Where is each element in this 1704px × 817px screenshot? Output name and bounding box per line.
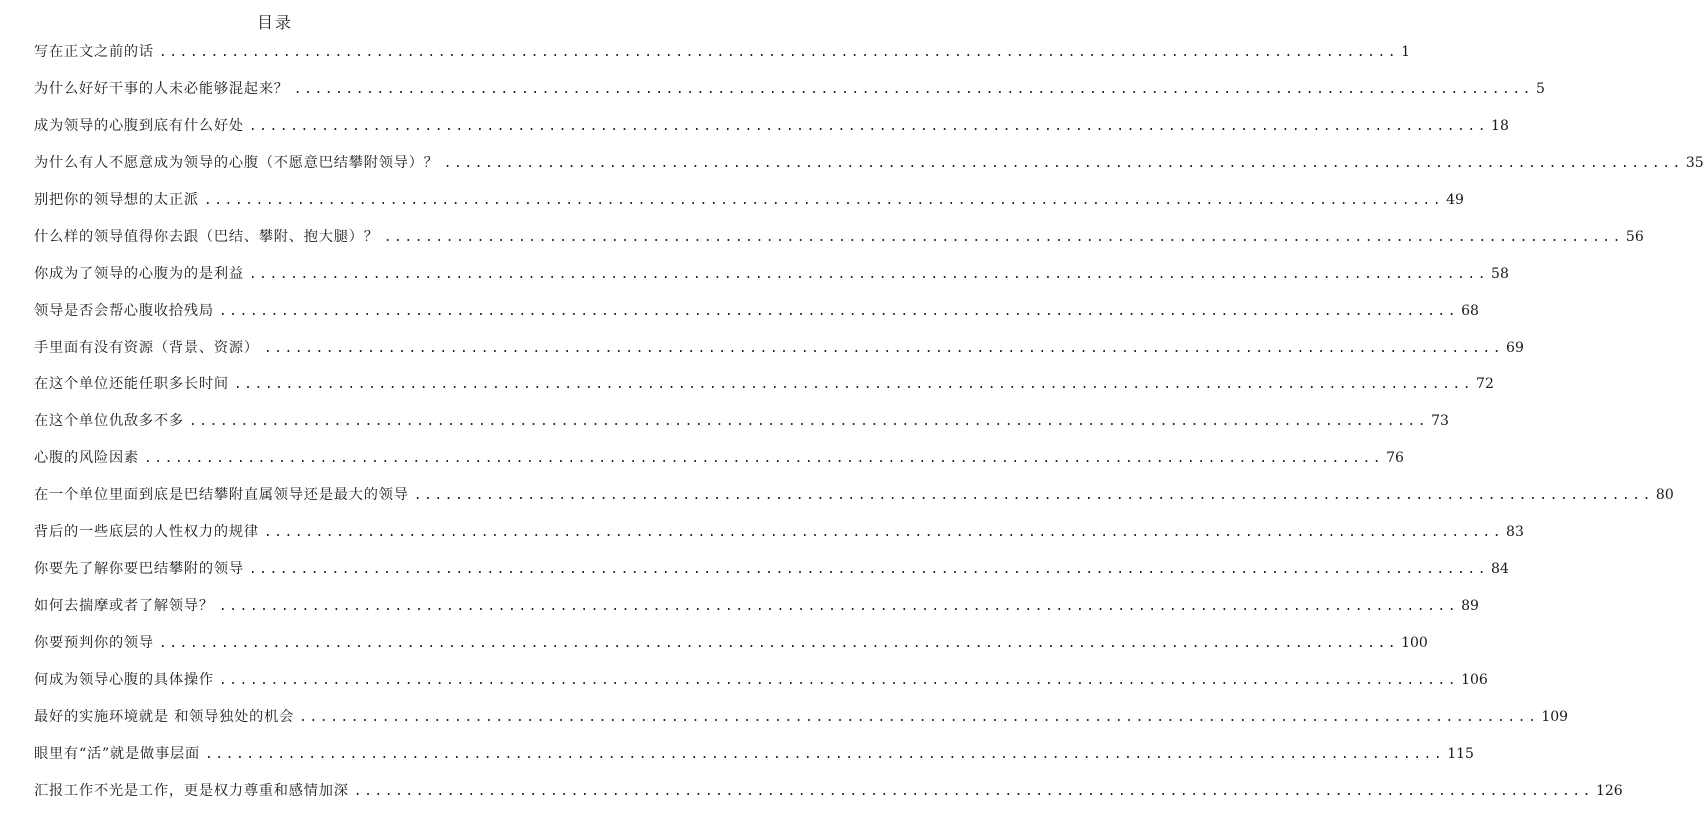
toc-entry[interactable] <box>34 189 1464 226</box>
toc-entry-page-number: 126 <box>1595 782 1623 799</box>
toc-entry[interactable] <box>34 780 1623 817</box>
toc-entry-page-number: 56 <box>1625 228 1644 245</box>
toc-entry-title: 最好的实施环境就是 和领导独处的机会 <box>34 708 295 725</box>
toc-leader-dots: ........................................................................................................................ <box>233 377 1474 393</box>
toc-entry-page-number: 18 <box>1491 117 1509 134</box>
toc-entry-page-number: 89 <box>1461 598 1479 615</box>
toc-entry-page-number: 49 <box>1446 191 1464 208</box>
toc-entry-page-number: 100 <box>1401 635 1428 651</box>
toc-entry-page-number: 106 <box>1461 671 1488 688</box>
toc-leader-dots: ........................................................................................................................ <box>218 672 1459 688</box>
toc-entry-title: 在这个单位仇敌多不多 <box>34 413 184 430</box>
toc-entry-title: 你要先了解你要巴结攀附的领导 <box>34 561 244 578</box>
toc-entry-title: 心腹的风险因素 <box>34 450 139 467</box>
toc-entry-title: 成为领导的心腹到底有什么好处 <box>34 117 244 134</box>
toc-entry[interactable] <box>34 41 1411 78</box>
toc-entry-title: 什么样的领导值得你去跟（巴结、攀附、抱大腿）？ <box>34 228 379 245</box>
toc-leader-dots: ........................................................................................................................ <box>263 525 1504 541</box>
toc-entry-title: 在一个单位里面到底是巴结攀附直属领导还是最大的领导 <box>34 487 409 504</box>
toc-leader-dots: ........................................................................................................................ <box>443 155 1683 171</box>
toc-entry-page-number: 68 <box>1461 302 1479 319</box>
toc-entry[interactable] <box>34 706 1569 743</box>
toc-leader-dots: ........................................................................................................................ <box>188 414 1429 430</box>
toc-leader-dots: ........................................................................................................................ <box>158 45 1399 60</box>
toc-entry-page-number: 76 <box>1386 450 1404 467</box>
toc-entry[interactable] <box>34 558 1509 595</box>
toc-entry[interactable] <box>34 521 1524 558</box>
toc-entry-page-number: 109 <box>1541 708 1569 725</box>
toc-entry-page-number: 115 <box>1447 745 1474 762</box>
toc-leader-dots: ........................................................................................................................ <box>248 562 1489 578</box>
toc-leader-dots: ........................................................................................................................ <box>218 303 1459 319</box>
toc-entry-page-number: 80 <box>1655 487 1674 504</box>
toc-entry[interactable] <box>34 410 1449 447</box>
toc-entry-title: 写在正文之前的话 <box>34 44 154 60</box>
toc-entry-title: 何成为领导心腹的具体操作 <box>34 671 214 688</box>
toc-leader-dots: ........................................................................................................................ <box>383 229 1623 245</box>
toc-entry-title: 手里面有没有资源（背景、资源） <box>34 339 259 356</box>
toc-leader-dots: ........................................................................................................................ <box>353 783 1593 799</box>
toc-entry[interactable] <box>34 78 1545 115</box>
toc-leader-dots: ........................................................................................................................ <box>293 81 1533 97</box>
toc-entry[interactable] <box>34 595 1479 632</box>
toc-entry-title: 别把你的领导想的太正派 <box>34 191 199 208</box>
toc-leader-dots: ........................................................................................................................ <box>248 266 1489 282</box>
toc-leader-dots: ........................................................................................................................ <box>299 709 1539 725</box>
toc-entry-page-number: 5 <box>1536 80 1545 97</box>
toc-entry-title: 为什么好好干事的人未必能够混起来？ <box>34 80 289 97</box>
toc-leader-dots: ........................................................................................................................ <box>143 451 1384 467</box>
toc-leader-dots: ........................................................................................................................ <box>248 118 1489 134</box>
toc-entry-title: 你成为了领导的心腹为的是利益 <box>34 265 244 282</box>
toc-entry-page-number: 69 <box>1506 339 1524 356</box>
toc-entry[interactable] <box>34 632 1428 669</box>
toc-entry[interactable] <box>34 115 1509 152</box>
toc-entry-title: 如何去揣摩或者了解领导？ <box>34 598 214 615</box>
toc-entry-page-number: 1 <box>1401 44 1411 60</box>
toc-entry-title: 你要预判你的领导 <box>34 635 154 651</box>
toc-entry[interactable] <box>34 152 1704 189</box>
toc-leader-dots: ........................................................................................................................ <box>413 488 1653 504</box>
toc-entry[interactable] <box>34 373 1494 410</box>
toc-entry-title: 眼里有“活”就是做事层面 <box>34 745 200 762</box>
toc-entry[interactable] <box>34 263 1509 300</box>
toc-entry-page-number: 73 <box>1431 413 1449 430</box>
toc-leader-dots: ........................................................................................................................ <box>204 746 1445 762</box>
toc-leader-dots: ........................................................................................................................ <box>158 636 1399 651</box>
toc-entry-page-number: 58 <box>1491 265 1509 282</box>
toc-entry[interactable] <box>34 743 1474 780</box>
toc-entry-title: 领导是否会帮心腹收拾残局 <box>34 302 214 319</box>
page-title: 目录 <box>256 13 293 32</box>
toc-entry-title: 在这个单位还能任职多长时间 <box>34 376 229 393</box>
toc-entry[interactable] <box>34 484 1674 521</box>
toc-entry-page-number: 83 <box>1506 524 1524 541</box>
toc-entry[interactable] <box>34 447 1404 484</box>
toc-entry[interactable] <box>34 669 1488 706</box>
toc-entry-title: 背后的一些底层的人性权力的规律 <box>34 524 259 541</box>
toc-leader-dots: ........................................................................................................................ <box>218 599 1459 615</box>
toc-leader-dots: ........................................................................................................................ <box>203 192 1444 208</box>
toc-entry[interactable] <box>34 337 1524 374</box>
toc-entry-page-number: 35 <box>1685 154 1704 171</box>
toc-entry-title: 汇报工作不光是工作，更是权力尊重和感情加深 <box>34 782 349 799</box>
toc-entry-page-number: 84 <box>1491 561 1509 578</box>
toc-entry-page-number: 72 <box>1476 376 1494 393</box>
toc-entry[interactable] <box>34 226 1644 263</box>
table-of-contents <box>34 41 1704 817</box>
toc-leader-dots: ........................................................................................................................ <box>263 340 1504 356</box>
toc-entry-title: 为什么有人不愿意成为领导的心腹（不愿意巴结攀附领导）？ <box>34 154 439 171</box>
toc-entry[interactable] <box>34 300 1479 337</box>
